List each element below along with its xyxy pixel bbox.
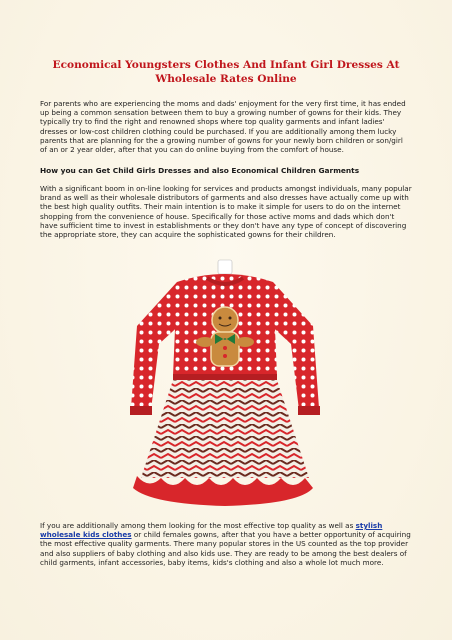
page-title: Economical Youngsters Clothes And Infant Girl Dresses At Wholesale Rates Online (52, 59, 400, 85)
closing-paragraph (40, 521, 412, 567)
closing-text-end: or child females gowns, after that you have a better opportunity of acquiring the most effective quality garments. There many popular stores in the US counted as the top provider and also suppliers of baby clothing and also kids use. They are ready to be among the best dealers of child garments, infant accessories, baby items, kids's clothing and also a whole lot much more. (40, 530, 411, 567)
body-paragraph: With a significant boom in on-line looking for services and products amongst individuals, many popular brand as well as their wholesale distributors of garments and also dresses have actually come up with the best high quality outfits. Their main intention is to make it simple for users to do on the internet shopping from the convenience of house. Specifically for those active moms and dads which don't have sufficient time to invest in establishments or they don't have any type of concept of discovering the appropriate store, they can acquire the sophisticated gowns for their children. (40, 184, 412, 240)
girl-dress-image (119, 256, 331, 514)
stylish-wholesale-kids-clothes-link[interactable]: stylish wholesale kids clothes (40, 521, 383, 540)
section-heading: How you can Get Child Girls Dresses and also Economical Children Garments (40, 166, 360, 175)
closing-text-start: If you are additionally among them looking for the most effective top quality as well as (40, 521, 356, 530)
intro-paragraph: For parents who are experiencing the moms and dads' enjoyment for the very first time, it has ended up being a common sensation between them to buy a growing number of gowns for their kids. They typically try to find the right and renowned shops where top quality garments and infant ladies' dresses or low-cost children clothing could be purchased. If you are additionally among them lucky parents that are planning for the a growing number of gowns for your newly born children or son/girl of an or 2 year older, after that you can do online buying from the comfort of house. (40, 99, 406, 155)
